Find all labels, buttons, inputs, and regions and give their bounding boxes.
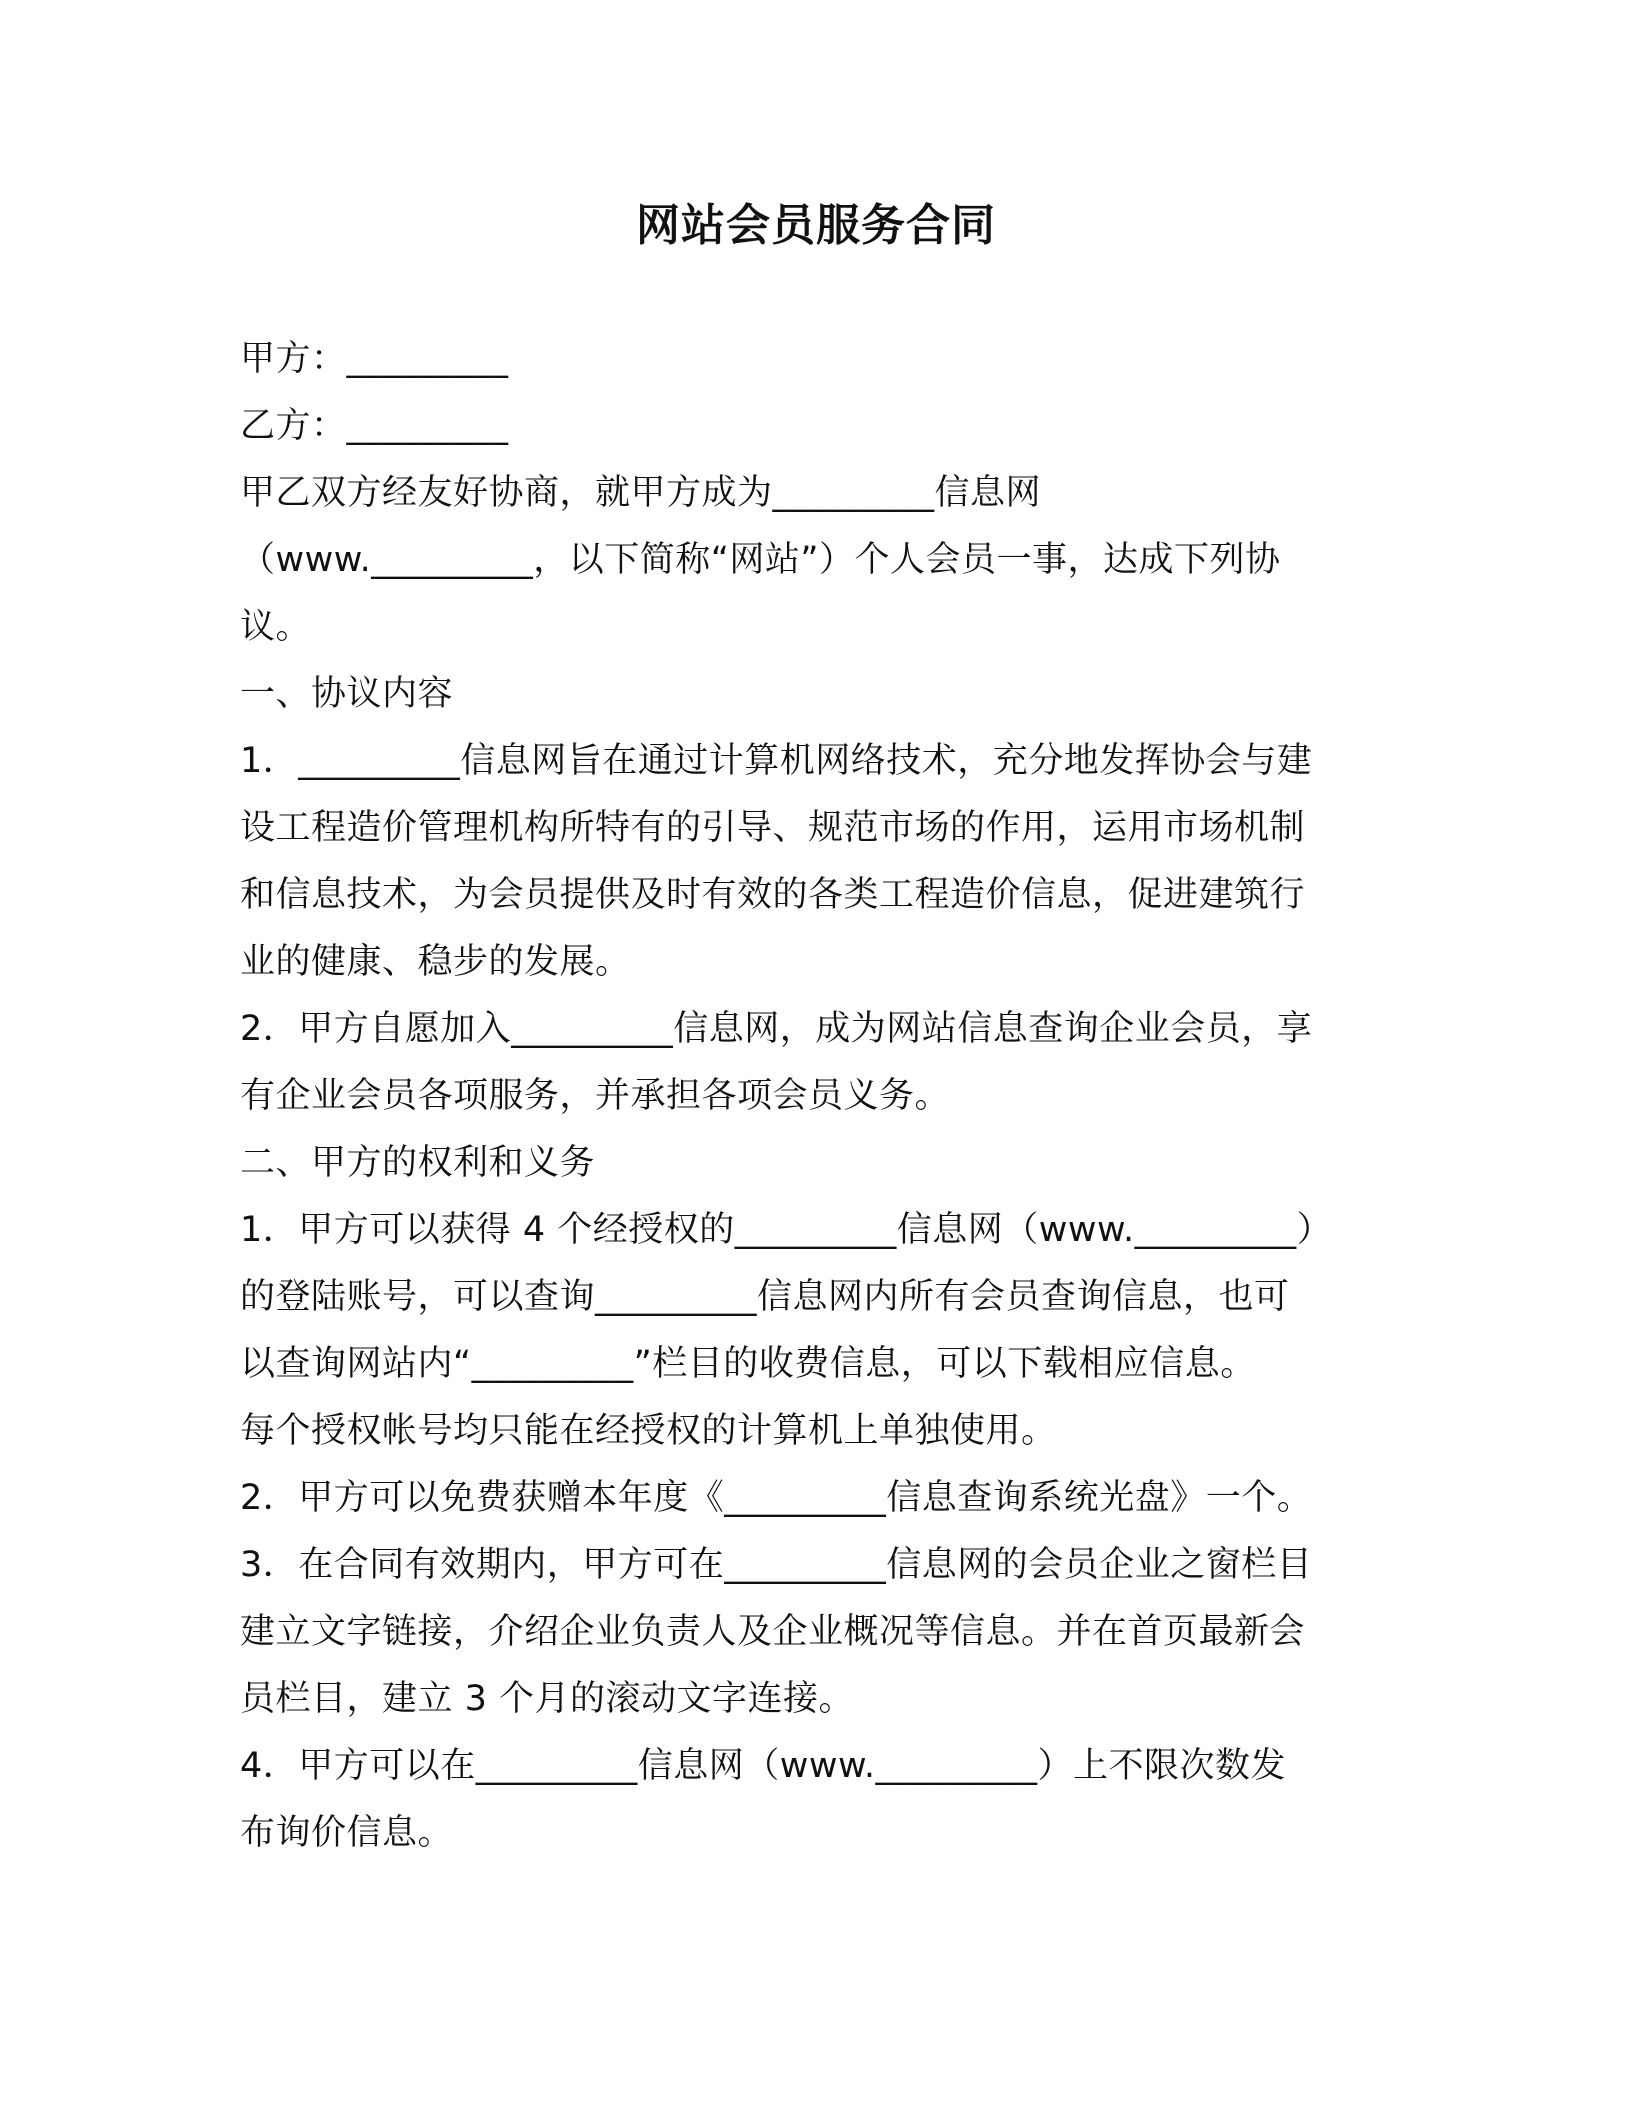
text-line: 4．甲方可以在_________信息网（www._________）上不限次数发 — [240, 1746, 1287, 1786]
text-line: 员栏目，建立 3 个月的滚动文字连接。 — [240, 1679, 855, 1719]
text-line: 1．甲方可以获得 4 个经授权的_________信息网（www._________） — [240, 1210, 1333, 1250]
text-line: 有企业会员各项服务，并承担各项会员义务。 — [240, 1076, 951, 1116]
text-line: 以查询网站内“_________”栏目的收费信息，可以下载相应信息。 — [240, 1344, 1256, 1384]
text-line: （www._________，以下简称“网站”）个人会员一事，达成下列协 — [240, 540, 1281, 580]
section-heading: 二、甲方的权利和义务 — [240, 1143, 596, 1183]
text-line: 设工程造价管理机构所特有的引导、规范市场的作用，运用市场机制 — [240, 808, 1306, 848]
section-heading: 一、协议内容 — [240, 674, 454, 714]
text-line: 1．_________信息网旨在通过计算机网络技术，充分地发挥协会与建 — [240, 741, 1313, 781]
text-line: 2．甲方可以免费获赠本年度《_________信息查询系统光盘》一个。 — [240, 1478, 1313, 1518]
text-line: 和信息技术，为会员提供及时有效的各类工程造价信息，促进建筑行 — [240, 875, 1306, 915]
text-line: 甲方：_________ — [240, 339, 509, 379]
document-body — [240, 326, 1390, 1867]
text-line: 议。 — [240, 607, 312, 647]
text-line: 业的健康、稳步的发展。 — [240, 942, 631, 982]
text-line: 甲乙双方经友好协商，就甲方成为_________信息网 — [240, 473, 1042, 513]
text-line: 乙方：_________ — [240, 406, 509, 446]
document-title: 网站会员服务合同 — [636, 200, 996, 251]
text-line: 布询价信息。 — [240, 1813, 454, 1853]
text-line: 的登陆账号，可以查询_________信息网内所有会员查询信息，也可 — [240, 1277, 1290, 1317]
text-line: 建立文字链接，介绍企业负责人及企业概况等信息。并在首页最新会 — [240, 1612, 1306, 1652]
text-line: 每个授权帐号均只能在经授权的计算机上单独使用。 — [240, 1411, 1057, 1451]
text-line: 2．甲方自愿加入_________信息网，成为网站信息查询企业会员，享 — [240, 1009, 1313, 1049]
text-line: 3．在合同有效期内，甲方可在_________信息网的会员企业之窗栏目 — [240, 1545, 1313, 1585]
